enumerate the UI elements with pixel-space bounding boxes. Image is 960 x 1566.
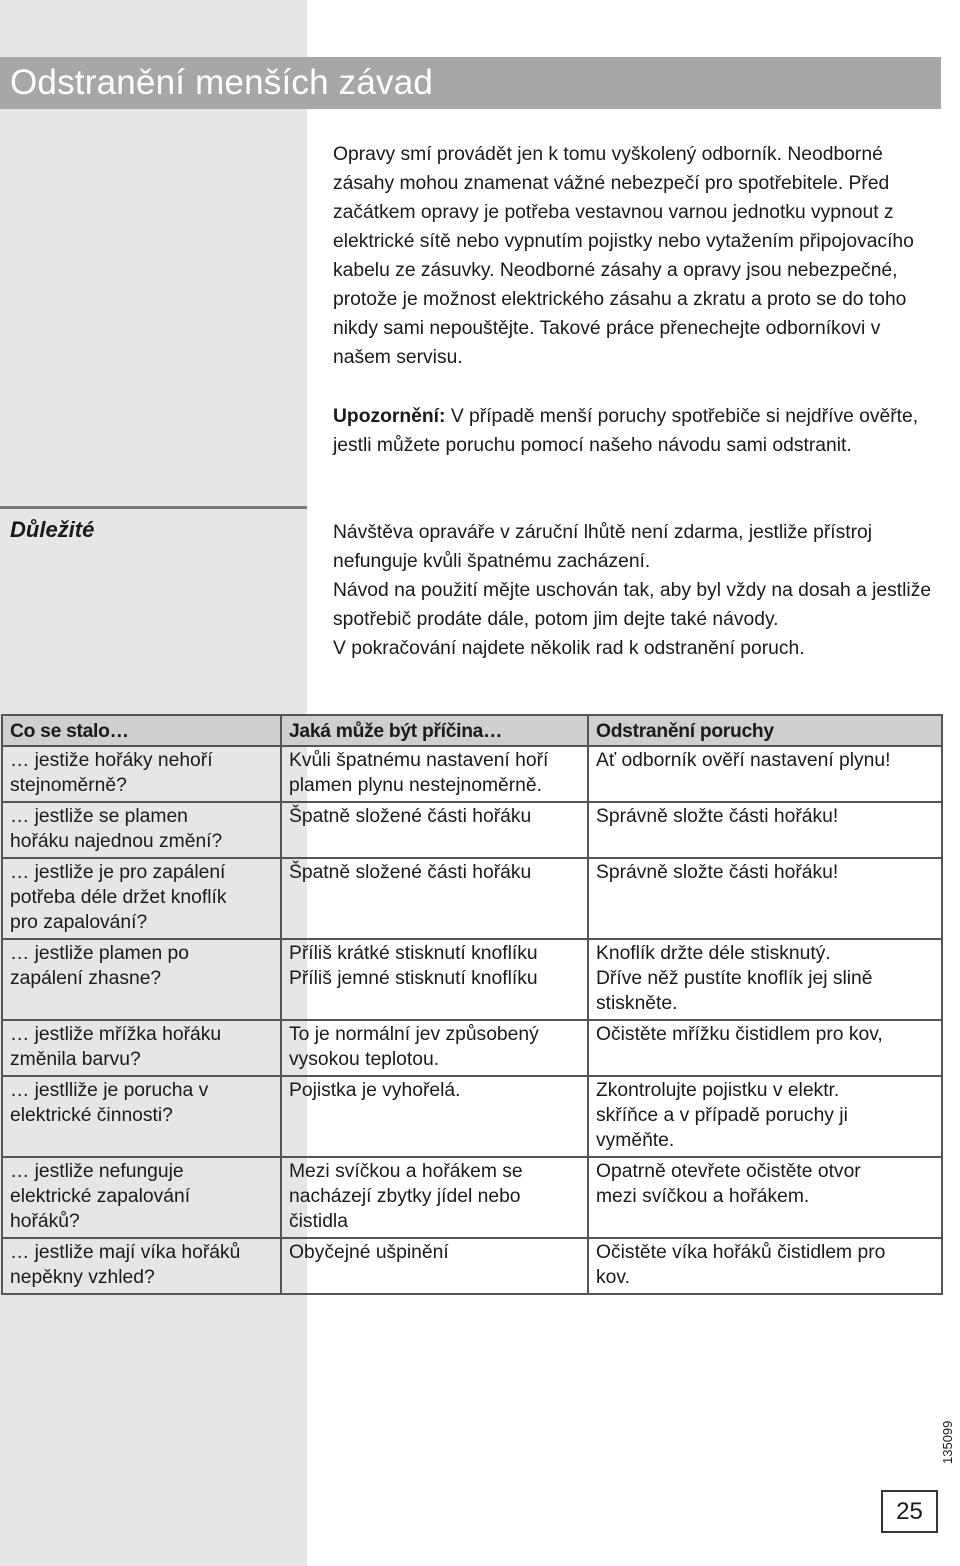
cell-problem: … jestlliže je porucha v elektrické činnosti? [2, 1076, 281, 1157]
side-divider [0, 506, 307, 509]
note-paragraph [333, 402, 933, 460]
cell-problem: … jestliže je pro zapálení potřeba déle držet knoflík pro zapalování? [2, 858, 281, 939]
cell-problem: … jestiže hořáky nehoří stejnoměrně? [2, 746, 281, 802]
header-cause: Jaká může být příčina… [281, 715, 588, 746]
header-remedy: Odstranění poruchy [588, 715, 942, 746]
cell-problem: … jestliže mají víka hořáků nepěkny vzhled? [2, 1238, 281, 1294]
cell-remedy: Očistěte víka hořáků čistidlem pro kov. [588, 1238, 942, 1294]
cell-cause: Příliš krátké stisknutí knoflíku Příliš jemné stisknutí knoflíku [281, 939, 588, 1020]
cell-remedy: Zkontrolujte pojistku v elektr. skříňce a v případě poruchy ji vyměňte. [588, 1076, 942, 1157]
cell-remedy: Očistěte mřížku čistidlem pro kov, [588, 1020, 942, 1076]
cell-remedy: Správně složte části hořáku! [588, 802, 942, 858]
cell-cause: To je normální jev způsobený vysokou teplotou. [281, 1020, 588, 1076]
intro-paragraph: Opravy smí provádět jen k tomu vyškolený odborník. Neodborné zásahy mohou znamenat vážné nebezpečí pro spotřebitele. Před začátkem opravy je potřeba vestavnou varnou jednotku vypnout z elektrické sítě nebo vypnutím pojistky nebo vytažením připojovacího kabelu ze zásuvky. Neodborné zásahy a opravy jsou nebezpečné, protože je možnost elektrického zásahu a zkratu a proto se do toho nikdy sami nepouštějte. Takové práce přenechejte odborníkovi v našem servisu. [333, 144, 914, 368]
table-row [2, 1076, 942, 1157]
cell-problem: … jestliže mřížka hořáku změnila barvu? [2, 1020, 281, 1076]
header-problem: Co se stalo… [2, 715, 281, 746]
page-number: 25 [881, 1490, 938, 1533]
cell-cause: Špatně složené části hořáku [281, 858, 588, 939]
note-label: Upozornění: [333, 406, 446, 427]
table-row [2, 1020, 942, 1076]
table-row [2, 858, 942, 939]
table-row [2, 746, 942, 802]
cell-problem: … jestliže se plamen hořáku najednou změní? [2, 802, 281, 858]
cell-cause: Špatně složené části hořáku [281, 802, 588, 858]
cell-cause: Obyčejné ušpinění [281, 1238, 588, 1294]
troubleshooting-table [1, 714, 943, 1295]
cell-remedy: Ať odborník ověří nastavení plynu! [588, 746, 942, 802]
table-row [2, 1157, 942, 1238]
cell-cause: Pojistka je vyhořelá. [281, 1076, 588, 1157]
important-label: Důležité [10, 517, 95, 542]
page-title: Odstranění menších závad [10, 63, 434, 102]
table-row [2, 802, 942, 858]
cell-cause: Kvůli špatnému nastavení hoří plamen plynu nestejnoměrně. [281, 746, 588, 802]
important-paragraph: Návštěva opraváře v záruční lhůtě není zdarma, jestliže přístroj nefunguje kvůli špatnému zacházení. Návod na použití mějte uschován tak, aby byl vždy na dosah a jestliže spotřebič prodáte dále, potom jim dejte také návody. V pokračování najdete několik rad k odstranění poruch. [333, 522, 932, 659]
note-text: V případě menší poruchy spotřebiče si nejdříve ověřte, jestli můžete poruchu pomocí našeho návodu sami odstranit. [333, 406, 919, 456]
cell-cause: Mezi svíčkou a hořákem se nacházejí zbytky jídel nebo čistidla [281, 1157, 588, 1238]
document-code: 135099 [940, 1420, 955, 1464]
title-bar [0, 57, 941, 109]
table-row [2, 939, 942, 1020]
cell-remedy: Správně složte části hořáku! [588, 858, 942, 939]
cell-remedy: Knoflík držte déle stisknutý. Dříve něž pustíte knoflík jej slině stiskněte. [588, 939, 942, 1020]
cell-remedy: Opatrně otevřete očistěte otvor mezi svíčkou a hořákem. [588, 1157, 942, 1238]
table-header-row [2, 715, 942, 746]
table-row [2, 1238, 942, 1294]
cell-problem: … jestliže nefunguje elektrické zapalování hořáků? [2, 1157, 281, 1238]
cell-problem: … jestliže plamen po zapálení zhasne? [2, 939, 281, 1020]
